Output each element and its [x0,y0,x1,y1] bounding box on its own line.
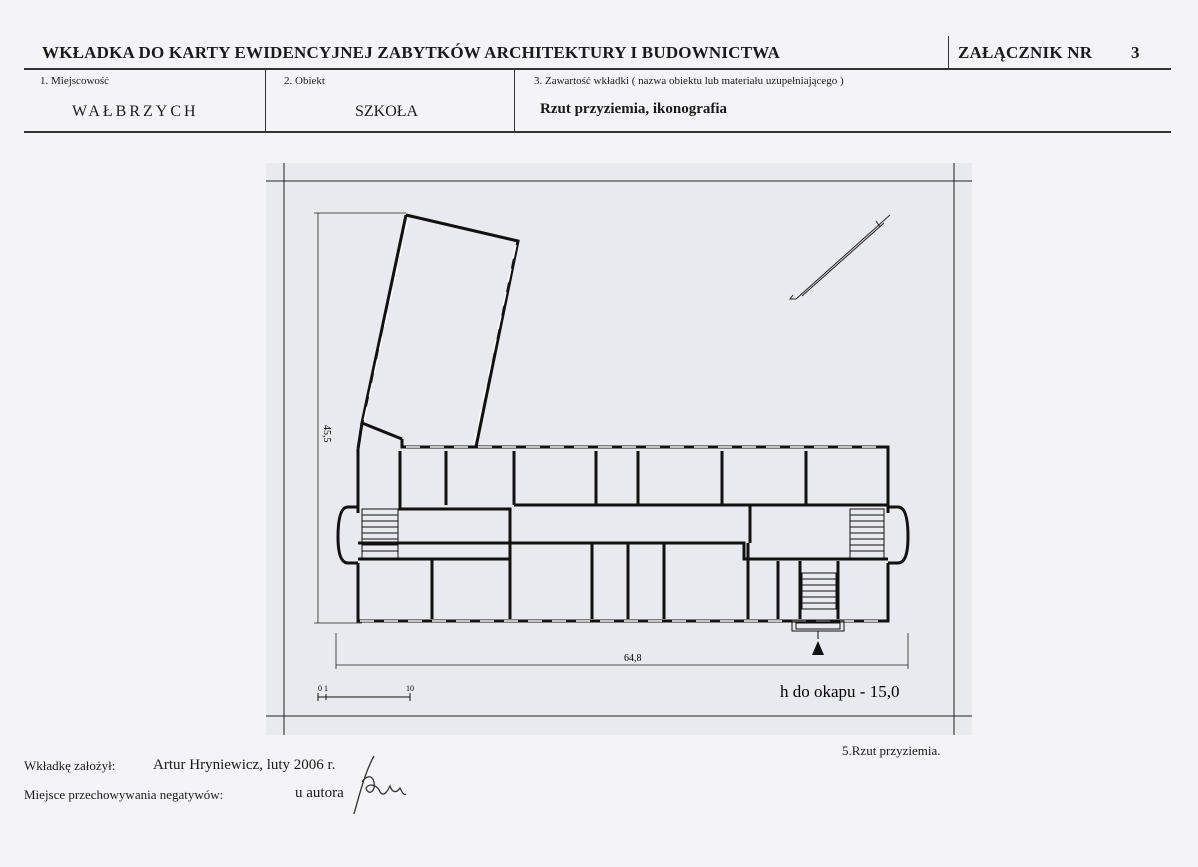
floor-plan-drawing [266,163,972,735]
eaves-height-note: h do okapu - 15,0 [780,682,900,701]
width-dimension: 64,8 [624,653,642,664]
north-arrow-icon [790,215,890,299]
annex-number: 3 [1131,43,1140,62]
header-rule [24,68,1171,70]
field-divider-2 [514,70,515,132]
author-label: Wkładkę założył: [24,758,116,773]
scale-start-label: 0 1 [318,684,328,693]
scale-end-label: 10 [406,684,414,693]
height-dimension: 45,5 [321,425,332,443]
content-label: 3. Zawartość wkładki ( nazwa obiektu lub materiału uzupełniającego ) [534,75,844,87]
window-openings [360,219,886,621]
plan-frame-lines [266,163,972,735]
plan-caption: 5.Rzut przyziemia. [842,743,941,758]
floor-plan-svg [266,163,972,735]
content-value: Rzut przyziemia, ikonografia [540,101,728,117]
author-signature [344,752,410,820]
object-label: 2. Obiekt [284,75,325,87]
staircases [362,509,884,631]
locality-label: 1. Miejscowość [40,75,110,87]
annex-label: ZAŁĄCZNIK NR [958,43,1093,62]
locality-value: WAŁBRZYCH [72,103,199,120]
scale-bar [318,693,410,701]
object-value: SZKOŁA [355,103,419,120]
fields-rule [24,131,1171,133]
card-title: WKŁADKA DO KARTY EWIDENCYJNEJ ZABYTKÓW ARCHITEKTURY I BUDOWNICTWA [42,43,781,62]
author-value: Artur Hryniewicz, luty 2006 r. [153,757,336,773]
storage-label: Miejsce przechowywania negatywów: [24,787,224,802]
header-divider [948,36,949,68]
entrance-arrow-icon [812,641,824,655]
storage-value: u autora [295,785,344,801]
field-divider-1 [265,70,266,132]
